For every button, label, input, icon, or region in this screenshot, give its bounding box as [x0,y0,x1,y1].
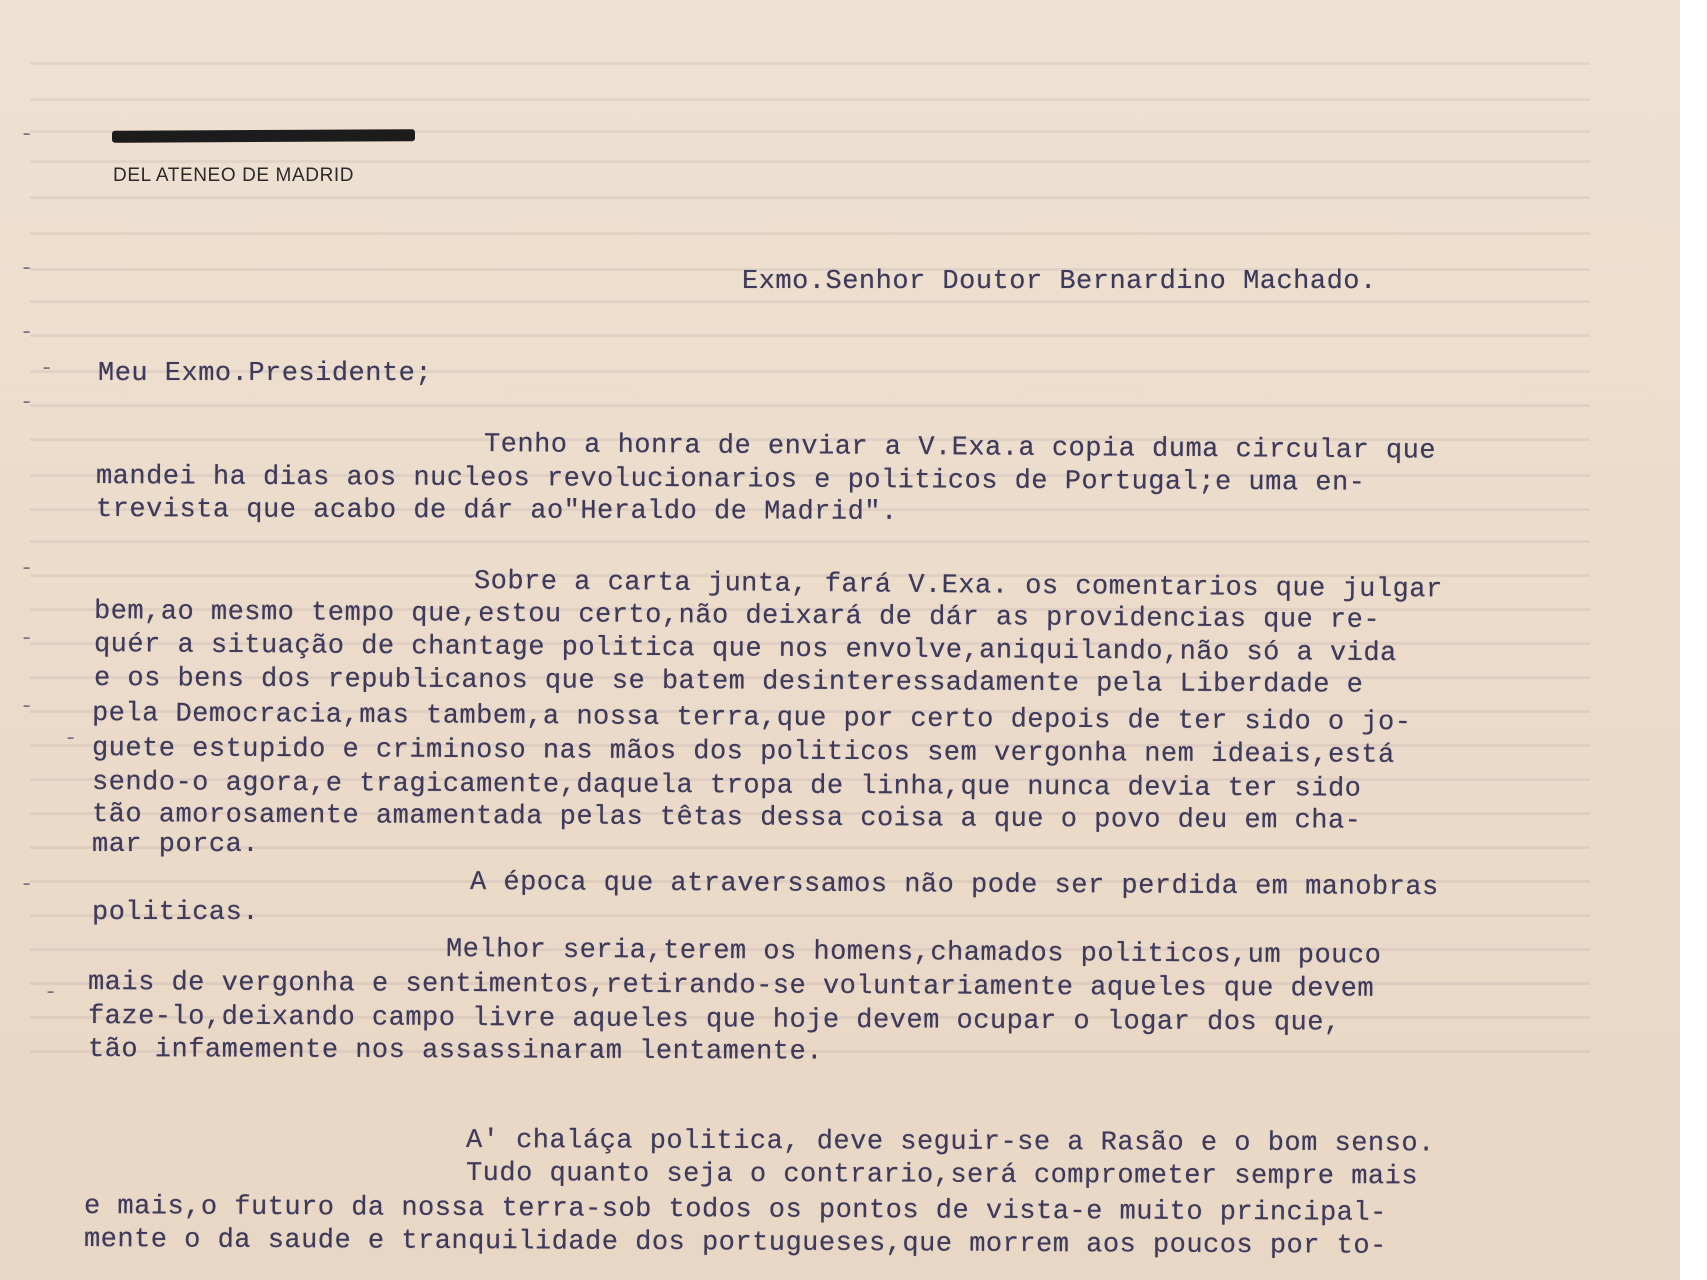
letter-sheet: DEL ATENEO DE MADRID - - - - - - - - - - - Exmo.Senhor Doutor Bernardino Machado. Meu Exmo.Presidente; Tenho a honra de enviar a V.Exa.a copia duma circular que mandei ha dias aos nucleos revolucionarios e politicos de Portugal;e uma en- trevista que acabo de dár ao"Heraldo de Madrid". Sobre a carta junta, fará V.Exa. os comentarios que julgar bem,ao mesmo tempo que,estou certo,não deixará de dár as providencias que re- quér a situação de chantage politica que nos envolve,aniquilando,não só a vida e os bens dos republicanos que se batem desinteressadamente pela Liberdade e pela Democracia,mas tambem,a nossa terra,que por certo depois de ter sido o jo- guete estupido e criminoso nas mãos dos politicos sem vergonha nem ideais,está sendo-o agora,e tragicamente,daquela tropa de linha,que nunca devia ter sido tão amorosamente amamentada pelas têtas dessa coisa a que o povo deu em cha- mar porca. A época que atraverssamos não pode ser perdida em manobras politicas. Melhor seria,terem os homens,chamados politicos,um pouco mais de vergonha e sentimentos,retirando-se voluntariamente aqueles que devem faze-lo,deixando campo livre aqueles que hoje devem ocupar o logar dos que, tão infamemente nos assassinaram lentamente. A' chaláça politica, deve seguir-se a Rasão e o bom senso. Tudo quanto seja o contrario,será comprometer sempre mais e mais,o futuro da nossa terra-sob todos os pontos de vista-e muito principal- mente o da saude e tranquilidade dos portugueses,que morrem aos poucos por to- [0,0,1680,1280]
body-line: A' chaláça politica, deve seguir-se a Rasão e o bom senso. [465,1126,1435,1160]
body-line: trevista que acabo de dár ao"Heraldo de Madrid". [95,495,898,528]
body-line: guete estupido e criminoso nas mãos dos politicos sem vergonha nem ideais,está [91,734,1395,771]
body-line: tão infamemente nos assassinaram lentamente. [87,1035,823,1068]
letterhead: DEL ATENEO DE MADRID [113,165,355,186]
body-line: politicas. [92,898,260,928]
body-line: pela Democracia,mas tambem,a nossa terra,que por certo depois de ter sido o jo- [91,699,1412,739]
body-line: mar porca. [92,830,260,860]
body-line: mais de vergonha e sentimentos,retirando-se voluntariamente aqueles que devem [87,968,1375,1005]
body-line: tão amorosamente amamentada pelas têtas dessa coisa a que o povo deu em cha- [91,800,1362,837]
body-line: e mais,o futuro da nossa terra-sob todos os pontos de vista-e muito principal- [83,1192,1387,1229]
body-line: faze-lo,deixando campo livre aqueles que hoje devem ocupar o logar dos que, [87,1002,1341,1039]
body-line: Tudo quanto seja o contrario,será comprometer sempre mais [465,1159,1419,1193]
body-line: mandei ha dias aos nucleos revolucionarios e politicos de Portugal;e uma en- [95,462,1366,499]
addressee: Exmo.Senhor Doutor Bernardino Machado. [742,267,1377,297]
salutation: Meu Exmo.Presidente; [98,359,433,389]
redaction-bar [112,129,415,143]
body-line: bem,ao mesmo tempo que,estou certo,não deixará de dár as providencias que re- [93,597,1381,636]
body-line: e os bens dos republicanos que se batem desinteressadamente pela Liberdade e [93,664,1364,701]
scan-edge [1680,0,1707,1280]
body-line: sendo-o agora,e tragicamente,daquela tropa de linha,que nunca devia ter sido [91,768,1362,805]
body-line: mente o da saude e tranquilidade dos portugueses,que morrem aos poucos por to- [83,1225,1387,1262]
body-line: Sobre a carta junta, fará V.Exa. os comentarios que julgar [473,567,1443,606]
body-line: quér a situação de chantage politica que nos envolve,aniquilando,não só a vida [93,630,1397,670]
body-line: Melhor seria,terem os homens,chamados politicos,um pouco [445,935,1382,972]
body-line: Tenho a honra de enviar a V.Exa.a copia duma circular que [483,430,1437,467]
body-line: A época que atraverssamos não pode ser perdida em manobras [469,868,1439,904]
